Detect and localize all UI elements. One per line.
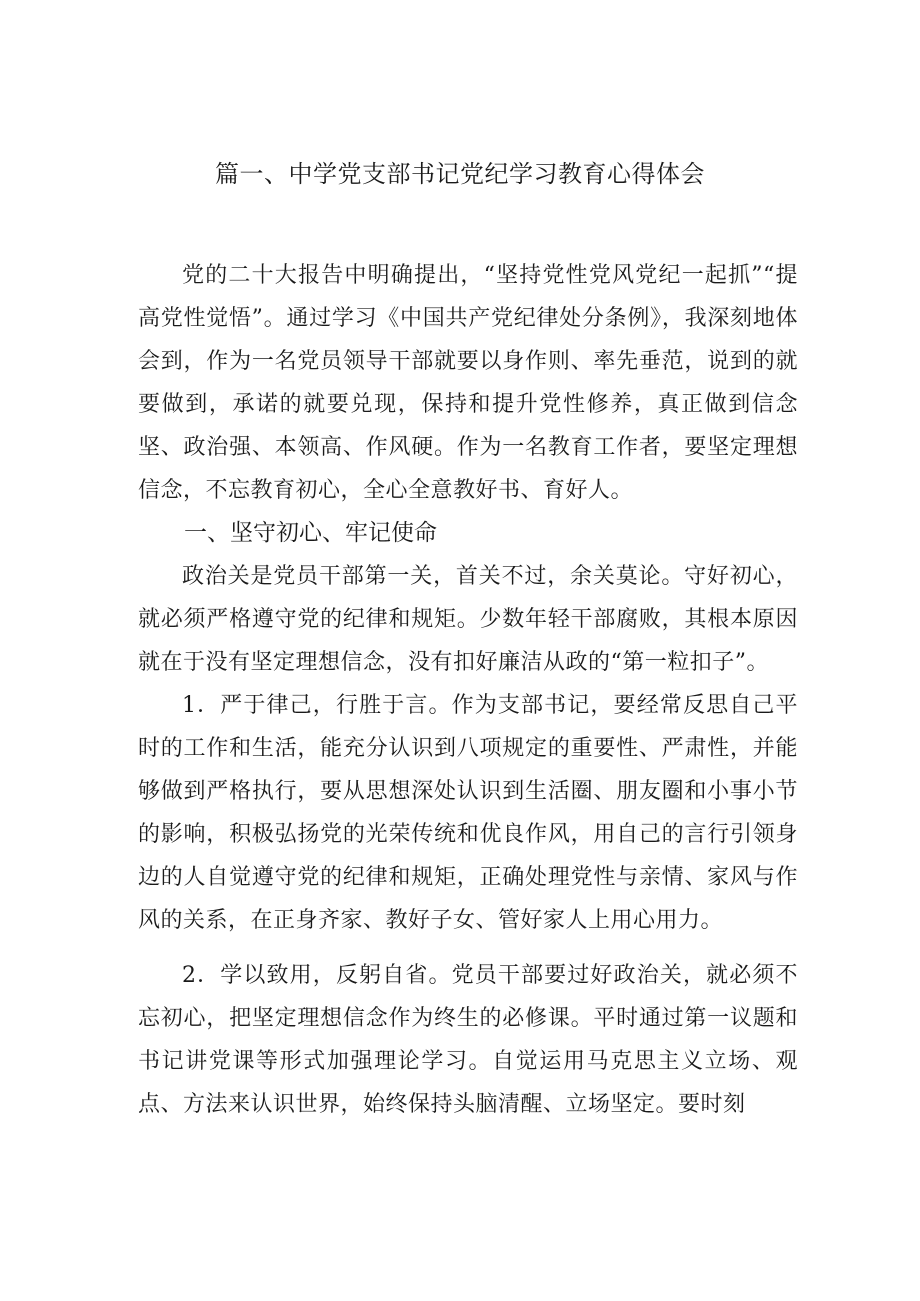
item-paragraph-1: 1．严于律己，行胜于言。作为支部书记，要经常反思自己平时的工作和生活，能充分认识到八项规定的重要性、严肃性，并能够做到严格执行，要从思想深处认识到生活圈、朋友圈和小事小节的影响，积极弘扬党的光荣传统和优良作风，用自己的言行引领身边的人自觉遵守党的纪律和规矩，正确处理党性与亲情、家风与作风的关系，在正身齐家、教好子女、管好家人上用心用力。 [138,693,798,933]
intro-paragraph: 党的二十大报告中明确提出，“坚持党性党风党纪一起抓”“提高党性觉悟”。通过学习《中国共产党纪律处分条例》，我深刻地体会到，作为一名党员领导干部就要以身作则、率先垂范，说到的就要做到，承诺的就要兑现，保持和提升党性修养，真正做到信念坚、政治强、本领高、作风硬。作为一名教育工作者，要坚定理想信念，不忘教育初心，全心全意教好书、育好人。 [138,263,798,503]
item-paragraph-2: 2．学以致用，反躬自省。党员干部要过好政治关，就必须不忘初心，把坚定理想信念作为终生的必修课。平时通过第一议题和书记讲党课等形式加强理论学习。自觉运用马克思主义立场、观点、方法来认识世界，始终保持头脑清醒、立场坚定。要时刻 [138,963,798,1117]
document-title: 篇一、中学党支部书记党纪学习教育心得体会 [215,160,705,188]
section-paragraph: 政治关是党员干部第一关，首关不过，余关莫论。守好初心，就必须严格遵守党的纪律和规矩。少数年轻干部腐败，其根本原因就在于没有坚定理想信念，没有扣好廉洁从政的“第一粒扣子”。 [138,564,798,675]
document-body [138,254,798,1126]
section-heading: 一、坚守初心、牢记使命 [184,520,437,546]
